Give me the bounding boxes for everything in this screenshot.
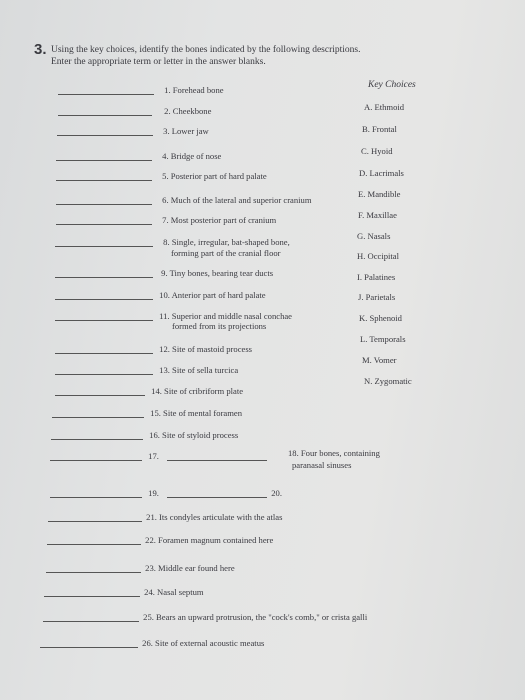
answer-blank-17b[interactable] [167,450,267,461]
item-16: 16. Site of styloid process [51,429,238,441]
answer-blank-2[interactable] [58,105,152,116]
item-11-continuation: formed from its projections [172,321,267,331]
item-6: 6. Much of the lateral and superior cranium [56,194,312,206]
answer-blank-15[interactable] [52,407,144,418]
item-10: 10. Anterior part of hard palate [55,289,266,301]
key-choice-c: C. Hyoid [361,146,393,156]
item-22: 22. Foramen magnum contained here [47,534,273,546]
item-11: 11. Superior and middle nasal conchae [55,310,292,322]
item-17: 17. [50,450,267,462]
item-23: 23. Middle ear found here [46,562,235,574]
key-choice-a: A. Ethmoid [364,102,405,112]
item-1: 1. Forehead bone [58,84,224,96]
answer-blank-13[interactable] [55,364,153,375]
item-15: 15. Site of mental foramen [52,407,242,419]
item-13: 13. Site of sella turcica [55,364,238,376]
answer-blank-3[interactable] [57,125,153,136]
item-14: 14. Site of cribriform plate [55,385,243,397]
item-18: 18. Four bones, containing [288,448,380,458]
answer-blank-8[interactable] [55,236,153,247]
item-21: 21. Its condyles articulate with the atlas [48,511,282,523]
item-4: 4. Bridge of nose [56,150,221,162]
answer-blank-1[interactable] [58,84,154,95]
answer-blank-25[interactable] [43,611,139,622]
item-7: 7. Most posterior part of cranium [56,214,276,226]
answer-blank-19[interactable] [50,487,142,498]
answer-blank-16[interactable] [51,429,143,440]
item-8-continuation: forming part of the cranial floor [171,248,281,258]
answer-blank-24[interactable] [44,586,140,597]
answer-blank-4[interactable] [56,150,152,161]
item-12: 12. Site of mastoid process [55,343,252,355]
answer-blank-20[interactable] [167,487,267,498]
item-24: 24. Nasal septum [44,586,204,598]
key-choice-i: I. Palatines [357,272,396,282]
item-9: 9. Tiny bones, bearing tear ducts [55,267,273,279]
key-choice-h: H. Occipital [357,251,399,261]
item-19: 19. 20. [50,487,282,499]
key-choice-j: J. Parietals [358,292,396,302]
item-5: 5. Posterior part of hard palate [56,170,267,182]
instructions: Using the key choices, identify the bones indicated by the following descriptions. Enter the appropriate term or letter in the answer blanks. [51,45,361,67]
answer-blank-26[interactable] [40,637,138,648]
key-choice-b: B. Frontal [362,124,397,134]
key-choice-d: D. Lacrimals [359,168,404,178]
answer-blank-10[interactable] [55,289,153,300]
key-choice-g: G. Nasals [357,231,391,241]
item-8: 8. Single, irregular, bat-shaped bone, [55,236,290,248]
answer-blank-22[interactable] [47,534,141,545]
answer-blank-6[interactable] [56,194,152,205]
answer-blank-23[interactable] [46,562,141,573]
item-18-continuation: paranasal sinuses [292,460,352,470]
answer-blank-9[interactable] [55,267,153,278]
key-choice-k: K. Sphenoid [359,313,402,323]
answer-blank-5[interactable] [56,170,152,181]
key-choice-f: F. Maxillae [358,210,397,220]
item-2: 2. Cheekbone [58,105,211,117]
item-3: 3. Lower jaw [57,125,209,137]
key-choices-title: Key Choices [368,80,416,90]
key-choice-l: L. Temporals [360,334,406,344]
key-choice-e: E. Mandible [358,189,401,199]
item-26: 26. Site of external acoustic meatus [40,637,264,649]
question-number: 3. [34,41,47,58]
key-choice-n: N. Zygomatic [364,376,412,386]
answer-blank-14[interactable] [55,385,145,396]
answer-blank-21[interactable] [48,511,142,522]
key-choice-m: M. Vomer [362,355,397,365]
item-25: 25. Bears an upward protrusion, the "cock's comb," or crista galli [43,611,367,623]
answer-blank-12[interactable] [55,343,153,354]
answer-blank-11[interactable] [55,310,153,321]
answer-blank-17a[interactable] [50,450,142,461]
answer-blank-7[interactable] [56,214,152,225]
